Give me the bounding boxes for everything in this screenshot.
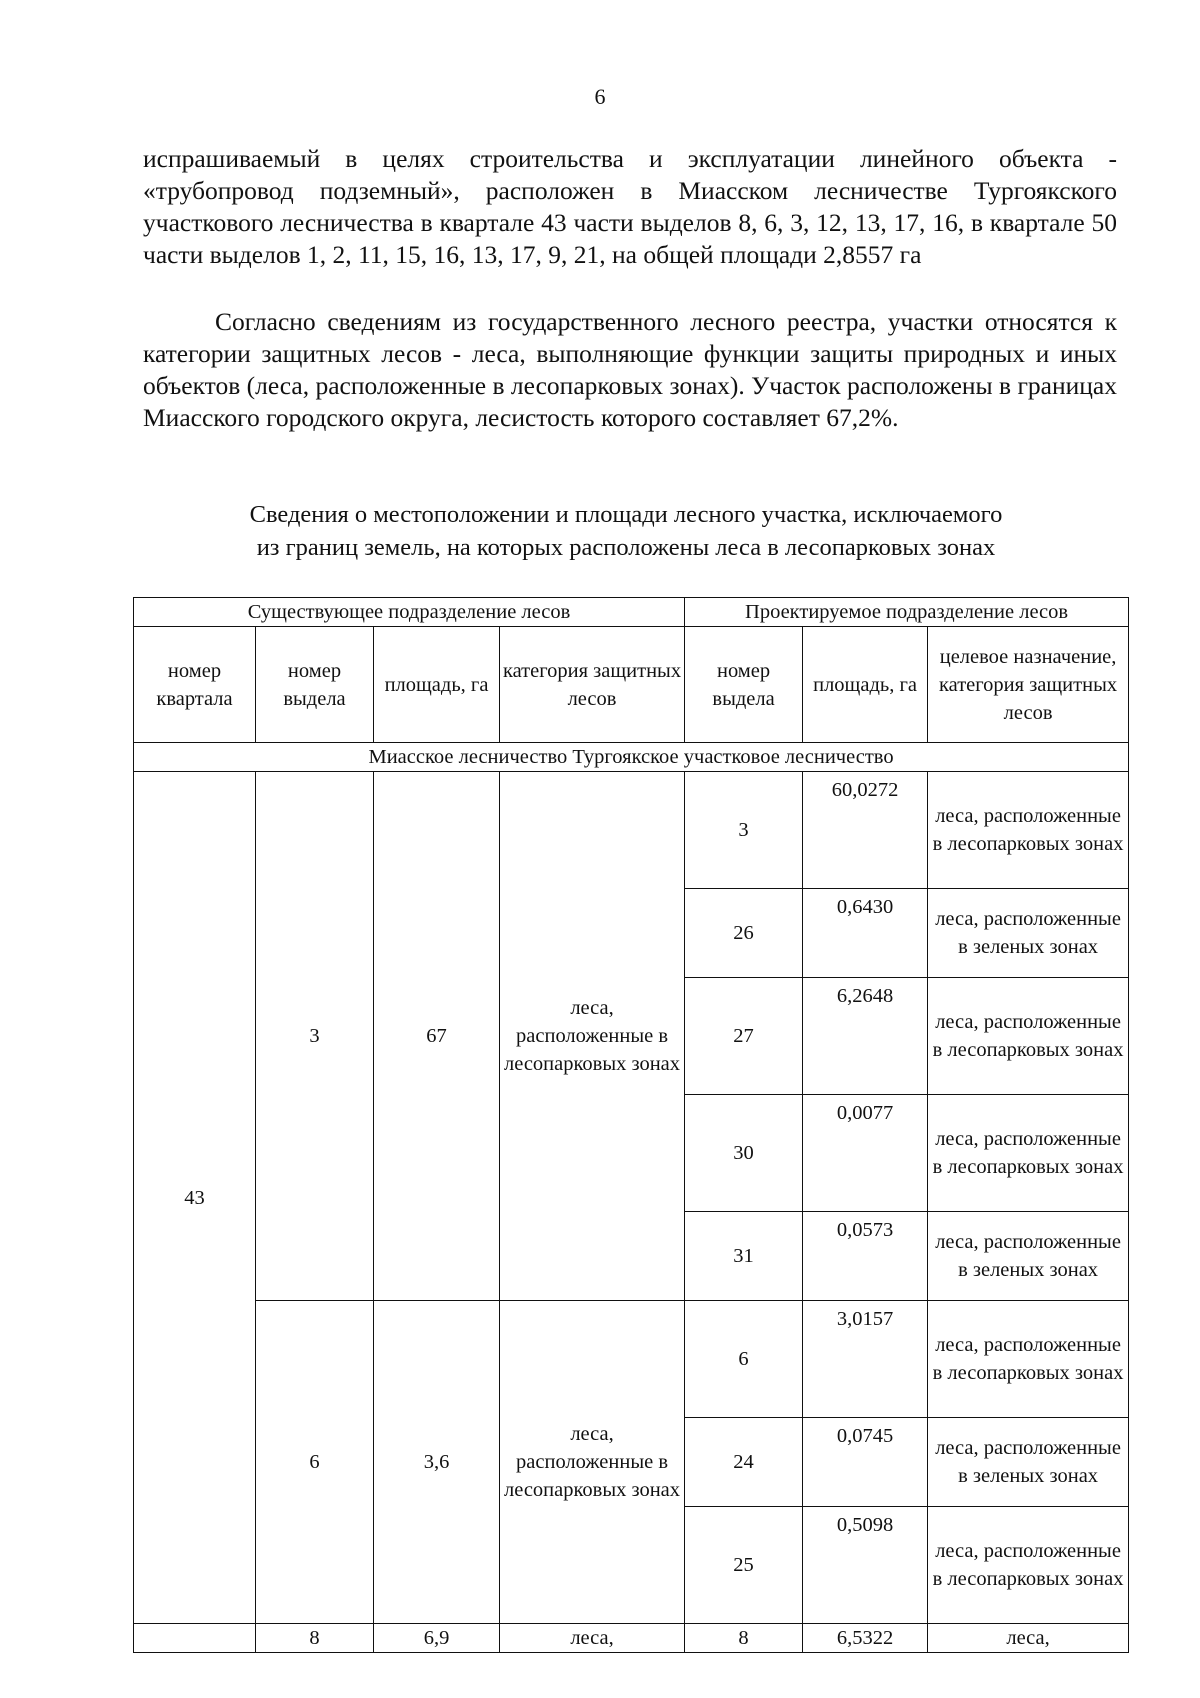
proj-area-cell: 0,0573 bbox=[803, 1212, 928, 1301]
purpose-cell: леса, расположенные в лесопарковых зонах bbox=[928, 978, 1129, 1095]
forestry-subheader: Миасское лесничество Тургоякское участковое лесничество bbox=[134, 743, 1129, 772]
col-header-proj-area: площадь, га bbox=[803, 627, 928, 743]
group-existing-header: Существующее подразделение лесов bbox=[134, 598, 685, 627]
vydel-cell: 3 bbox=[256, 772, 374, 1301]
table-row bbox=[134, 772, 1129, 889]
col-header-vydel: номер выдела bbox=[256, 627, 374, 743]
table-row bbox=[134, 1301, 1129, 1418]
col-header-proj-vydel: номер выдела bbox=[685, 627, 803, 743]
kvartal-cell: 43 bbox=[134, 772, 256, 1624]
area-cell: 3,6 bbox=[374, 1301, 500, 1624]
proj-area-cell: 6,5322 bbox=[803, 1624, 928, 1653]
proj-vydel-cell: 3 bbox=[685, 772, 803, 889]
table-title-line-2: из границ земель, на которых расположены леса в лесопарковых зонах bbox=[256, 534, 996, 561]
col-header-category: категория защитных лесов bbox=[500, 627, 685, 743]
proj-area-cell: 0,5098 bbox=[803, 1507, 928, 1624]
table-column-header-row bbox=[134, 627, 1129, 743]
category-cell: леса, расположенные в лесопарковых зонах bbox=[500, 772, 685, 1301]
table-group-header-row bbox=[134, 598, 1129, 627]
area-cell: 6,9 bbox=[374, 1624, 500, 1653]
proj-vydel-cell: 24 bbox=[685, 1418, 803, 1507]
proj-area-cell: 60,0272 bbox=[803, 772, 928, 889]
table-row bbox=[134, 1624, 1129, 1653]
purpose-cell: леса, расположенные в зеленых зонах bbox=[928, 1418, 1129, 1507]
kvartal-cell-empty bbox=[134, 1624, 256, 1653]
purpose-cell: леса, bbox=[928, 1624, 1129, 1653]
col-header-kvartal: номер квартала bbox=[134, 627, 256, 743]
forest-subdivision-table bbox=[133, 597, 1129, 1653]
purpose-cell: леса, расположенные в зеленых зонах bbox=[928, 889, 1129, 978]
proj-vydel-cell: 25 bbox=[685, 1507, 803, 1624]
paragraph-2: Согласно сведениям из государственного лесного реестра, участки относятся к категории защитных лесов - леса, выполняющие функции защиты природных и иных объектов (леса, расположенные в лесопарковых зонах). Участок расположены в границах Миасского городского округа, лесистость которого составляет 67,2%. bbox=[143, 307, 1117, 432]
table-subheader-row bbox=[134, 743, 1129, 772]
proj-vydel-cell: 27 bbox=[685, 978, 803, 1095]
col-header-area: площадь, га bbox=[374, 627, 500, 743]
proj-area-cell: 0,0077 bbox=[803, 1095, 928, 1212]
proj-vydel-cell: 30 bbox=[685, 1095, 803, 1212]
table-title bbox=[0, 498, 1200, 564]
proj-area-cell: 6,2648 bbox=[803, 978, 928, 1095]
page-number: 6 bbox=[594, 84, 606, 109]
proj-vydel-cell: 26 bbox=[685, 889, 803, 978]
proj-vydel-cell: 31 bbox=[685, 1212, 803, 1301]
proj-vydel-cell: 8 bbox=[685, 1624, 803, 1653]
proj-area-cell: 0,6430 bbox=[803, 889, 928, 978]
category-cell: леса, bbox=[500, 1624, 685, 1653]
proj-vydel-cell: 6 bbox=[685, 1301, 803, 1418]
group-projected-header: Проектируемое подразделение лесов bbox=[685, 598, 1129, 627]
purpose-cell: леса, расположенные в лесопарковых зонах bbox=[928, 772, 1129, 889]
table-title-line-1: Сведения о местоположении и площади лесного участка, исключаемого bbox=[249, 501, 1003, 528]
col-header-purpose: целевое назначение, категория защитных лесов bbox=[928, 627, 1129, 743]
proj-area-cell: 3,0157 bbox=[803, 1301, 928, 1418]
paragraph-1: испрашиваемый в целях строительства и эксплуатации линейного объекта - «трубопровод подземный», расположен в Миасском лесничестве Тургоякского участкового лесничества в квартале 43 части выделов 8, 6, 3, 12, 13, 17, 16, в квартале 50 части выделов 1, 2, 11, 15, 16, 13, 17, 9, 21, на общей площади 2,8557 га bbox=[143, 144, 1117, 269]
vydel-cell: 8 bbox=[256, 1624, 374, 1653]
purpose-cell: леса, расположенные в лесопарковых зонах bbox=[928, 1095, 1129, 1212]
vydel-cell: 6 bbox=[256, 1301, 374, 1624]
purpose-cell: леса, расположенные в зеленых зонах bbox=[928, 1212, 1129, 1301]
purpose-cell: леса, расположенные в лесопарковых зонах bbox=[928, 1507, 1129, 1624]
area-cell: 67 bbox=[374, 772, 500, 1301]
purpose-cell: леса, расположенные в лесопарковых зонах bbox=[928, 1301, 1129, 1418]
proj-area-cell: 0,0745 bbox=[803, 1418, 928, 1507]
category-cell: леса, расположенные в лесопарковых зонах bbox=[500, 1301, 685, 1624]
